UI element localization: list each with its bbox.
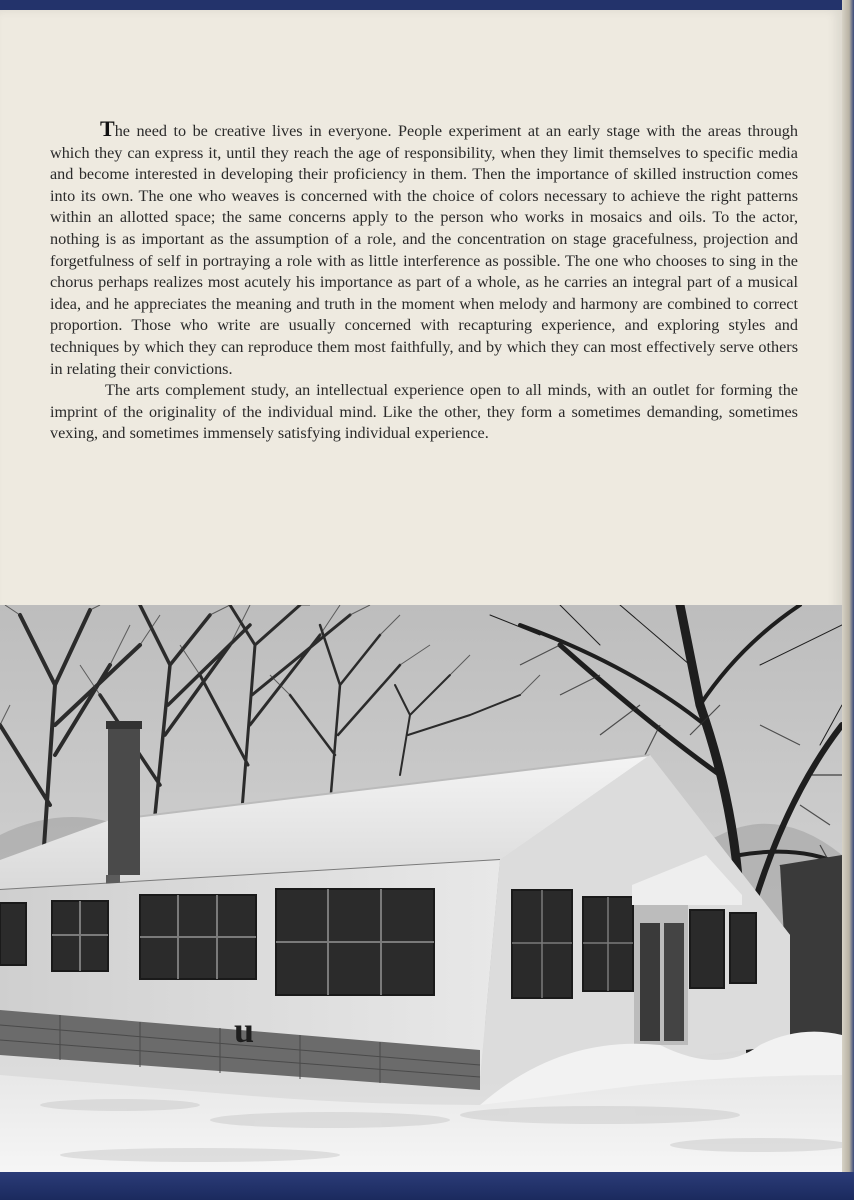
page-right-edge (842, 0, 854, 1200)
paragraph-2: The arts complement study, an intellectual experience open to all minds, with an outlet for forming the imprint of the originality of the individual mind. Like the other, they form a sometimes demanding, sometimes vexing, and sometimes immensely satisfying individual experience. (50, 381, 798, 443)
building-photo (0, 605, 842, 1182)
paper-sheet (0, 10, 842, 1172)
drop-cap: T (100, 116, 115, 141)
paragraph-1-body: he need to be creative lives in everyone. People experiment at an early stage with the areas through which they can express it, until they reach the age of responsibility, when they limit themselves to specific media and become interested in developing their proficiency in them. Then the importance of skilled instruction comes into its own. The one who weaves is concerned with the choice of colors necessary to achieve the right patterns within an allotted space; the same concerns apply to the person who works in mosaics and oils. To the actor, nothing is as important as the assumption of a role, and the concentration on stage gracefulness, projection and forgetfulness of self in portraying a role with as little interference as possible. The one who chooses to sing in the chorus perhaps realizes most acutely his importance as part of a whole, as he carries an integral part of a musical idea, and he appreciates the meaning and truth in the moment when melody and harmony are combined to correct proportion. Those who write are usually concerned with recapturing experience, and exploring styles and techniques by which they can reproduce them most faithfully, and by which they can most effectively serve others in relating their convictions. (50, 122, 798, 378)
snowy-building-photo (0, 605, 842, 1182)
paragraph-1 (50, 118, 798, 380)
article-text (50, 118, 798, 445)
cover-top-edge (0, 0, 854, 10)
building-letter: u (234, 1010, 255, 1050)
cover-bottom-edge (0, 1172, 854, 1200)
